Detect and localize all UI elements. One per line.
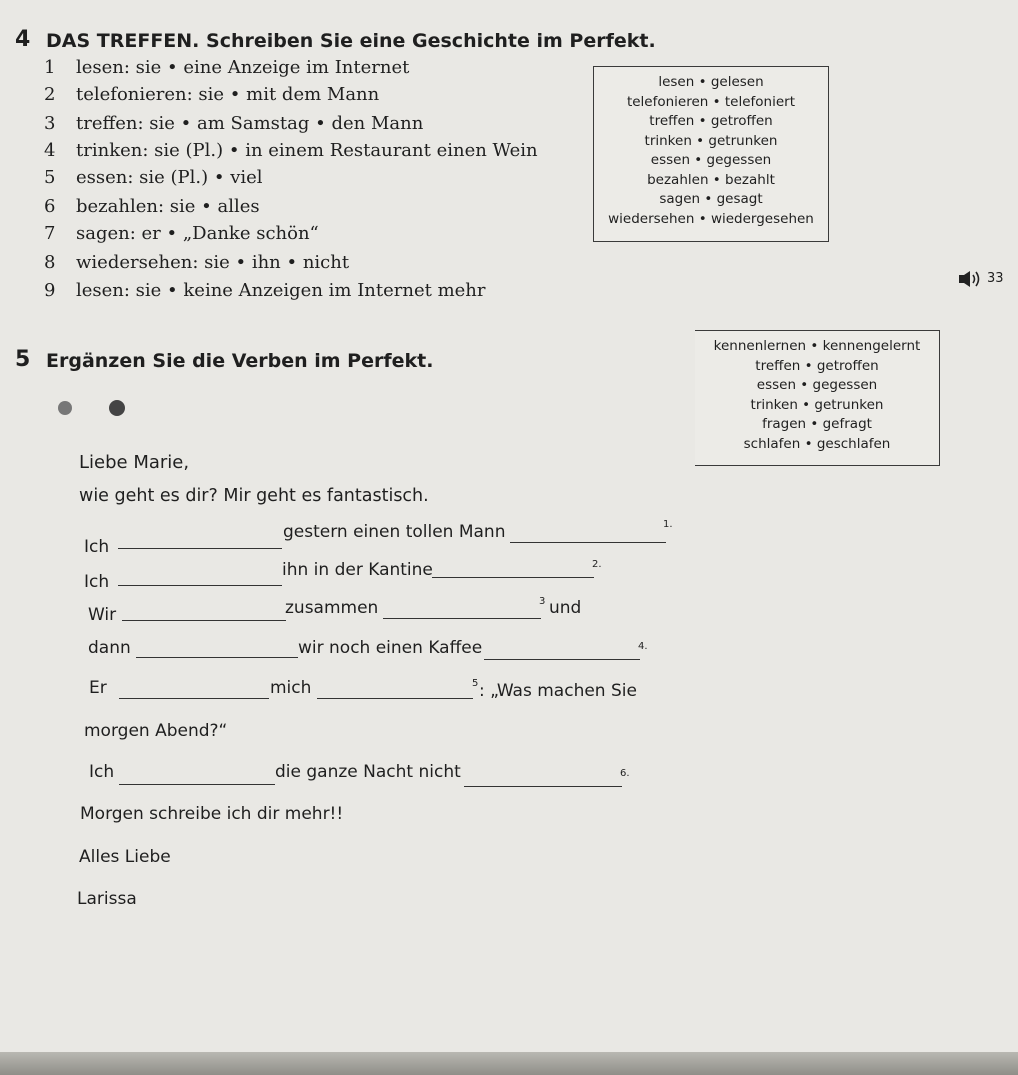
item-number: 4 xyxy=(44,140,56,161)
item-number: 6 xyxy=(44,196,56,217)
exercise4-item xyxy=(44,280,486,301)
answer-blank-1b[interactable] xyxy=(510,541,666,543)
item-text: bezahlen: sie • alles xyxy=(76,196,260,217)
exercise4-item xyxy=(44,57,409,78)
answer-blank-6b[interactable] xyxy=(464,785,622,787)
exercise5-title: Ergänzen Sie die Verben im Perfekt. xyxy=(46,350,434,372)
item-text: telefonieren: sie • mit dem Mann xyxy=(76,84,380,105)
item-number: 7 xyxy=(44,223,56,244)
item-number: 3 xyxy=(44,113,56,134)
item-text: essen: sie (Pl.) • viel xyxy=(76,167,263,188)
answer-blank-5a[interactable] xyxy=(119,697,269,699)
verb-pair: kennenlernen • kennengelernt xyxy=(713,338,921,354)
item-text: wiedersehen: sie • ihn • nicht xyxy=(76,252,350,273)
answer-blank-1a[interactable] xyxy=(118,547,282,549)
audio-track[interactable] xyxy=(957,269,1004,293)
letter-text: Ich xyxy=(84,572,110,592)
letter-text: und xyxy=(549,598,582,618)
answer-blank-6a[interactable] xyxy=(119,783,275,785)
letter-text: Wir xyxy=(88,605,117,625)
letter-text: Ich xyxy=(84,537,110,557)
letter-text: gestern einen tollen Mann xyxy=(283,522,506,542)
letter-text: ihn in der Kantine xyxy=(282,560,433,580)
exercise4-verb-box xyxy=(593,66,829,242)
letter-intro: wie geht es dir? Mir geht es fantastisch. xyxy=(79,486,429,506)
letter-text: die ganze Nacht nicht xyxy=(275,762,461,782)
answer-blank-2a[interactable] xyxy=(118,584,282,586)
verb-pair: sagen • gesagt xyxy=(659,191,763,207)
answer-blank-3b[interactable] xyxy=(383,617,541,619)
exercise4-item xyxy=(44,196,260,217)
letter-text: zusammen xyxy=(285,598,379,618)
answer-blank-4b[interactable] xyxy=(484,658,640,660)
example-dot xyxy=(58,401,72,415)
letter-text: wir noch einen Kaffee xyxy=(298,638,483,658)
item-number: 9 xyxy=(44,280,56,301)
footnote-2: 2. xyxy=(592,559,602,570)
letter-text: : „Was machen Sie xyxy=(479,681,637,701)
answer-blank-3a[interactable] xyxy=(122,619,286,621)
verb-pair: telefonieren • telefoniert xyxy=(626,93,796,110)
exercise4-item xyxy=(44,140,538,161)
exercise4-item xyxy=(44,84,379,105)
letter-greeting: Liebe Marie, xyxy=(79,452,190,473)
verb-pair: bezahlen • bezahlt xyxy=(647,171,775,188)
letter-line-1 xyxy=(84,537,109,557)
footnote-5: 5 xyxy=(472,678,479,689)
item-number: 5 xyxy=(44,167,56,188)
exercise4-item xyxy=(44,223,319,244)
item-number: 8 xyxy=(44,252,56,273)
footnote-6: 6. xyxy=(620,768,630,779)
verb-pair: wiedersehen • wiedergesehen xyxy=(608,210,814,227)
verb-pair: treffen • getroffen xyxy=(649,113,773,129)
letter-text: dann xyxy=(88,638,131,658)
verb-pair: essen • gegessen xyxy=(756,377,878,393)
verb-pair: schlafen • geschlafen xyxy=(743,435,891,452)
audio-track-number: 33 xyxy=(987,271,1004,286)
item-text: trinken: sie (Pl.) • in einem Restaurant einen Wein xyxy=(76,140,538,161)
verb-pair: trinken • getrunken xyxy=(644,132,778,149)
item-number: 2 xyxy=(44,84,56,105)
letter-text: mich xyxy=(270,678,312,698)
letter-text: morgen Abend?“ xyxy=(84,721,228,741)
answer-blank-2b[interactable] xyxy=(432,576,594,578)
letter-text: Ich xyxy=(89,762,115,782)
exercise4-item xyxy=(44,252,349,273)
verb-pair: lesen • gelesen xyxy=(658,74,764,90)
footnote-4: 4. xyxy=(638,641,648,652)
exercise4-number: 4 xyxy=(15,27,31,52)
footnote-1: 1. xyxy=(663,519,673,530)
item-text: treffen: sie • am Samstag • den Mann xyxy=(76,113,424,134)
answer-blank-5b[interactable] xyxy=(317,697,473,699)
footnote-3: 3 xyxy=(539,596,546,607)
letter-closing: Morgen schreibe ich dir mehr!! xyxy=(80,804,344,824)
exercise4-item xyxy=(44,167,263,188)
verb-pair: fragen • gefragt xyxy=(762,416,872,432)
item-text: sagen: er • „Danke schön“ xyxy=(76,223,319,244)
verb-pair: treffen • getroffen xyxy=(755,357,879,374)
letter-signature: Larissa xyxy=(77,889,137,909)
exercise4-item xyxy=(44,113,423,134)
example-dot xyxy=(109,400,125,416)
speaker-icon xyxy=(957,269,983,289)
item-text: lesen: sie • keine Anzeigen im Internet mehr xyxy=(76,280,486,301)
answer-blank-4a[interactable] xyxy=(136,656,298,658)
page-bottom-edge xyxy=(0,1052,1018,1075)
exercise4-title: DAS TREFFEN. Schreiben Sie eine Geschichte im Perfekt. xyxy=(46,30,656,52)
verb-pair: trinken • getrunken xyxy=(750,396,884,413)
exercise5-verb-box xyxy=(695,330,940,466)
exercise5-number: 5 xyxy=(15,347,31,372)
item-text: lesen: sie • eine Anzeige im Internet xyxy=(76,57,410,78)
verb-pair: essen • gegessen xyxy=(650,152,772,168)
item-number: 1 xyxy=(44,57,56,78)
letter-text: Er xyxy=(89,678,107,698)
letter-closing: Alles Liebe xyxy=(79,847,171,867)
